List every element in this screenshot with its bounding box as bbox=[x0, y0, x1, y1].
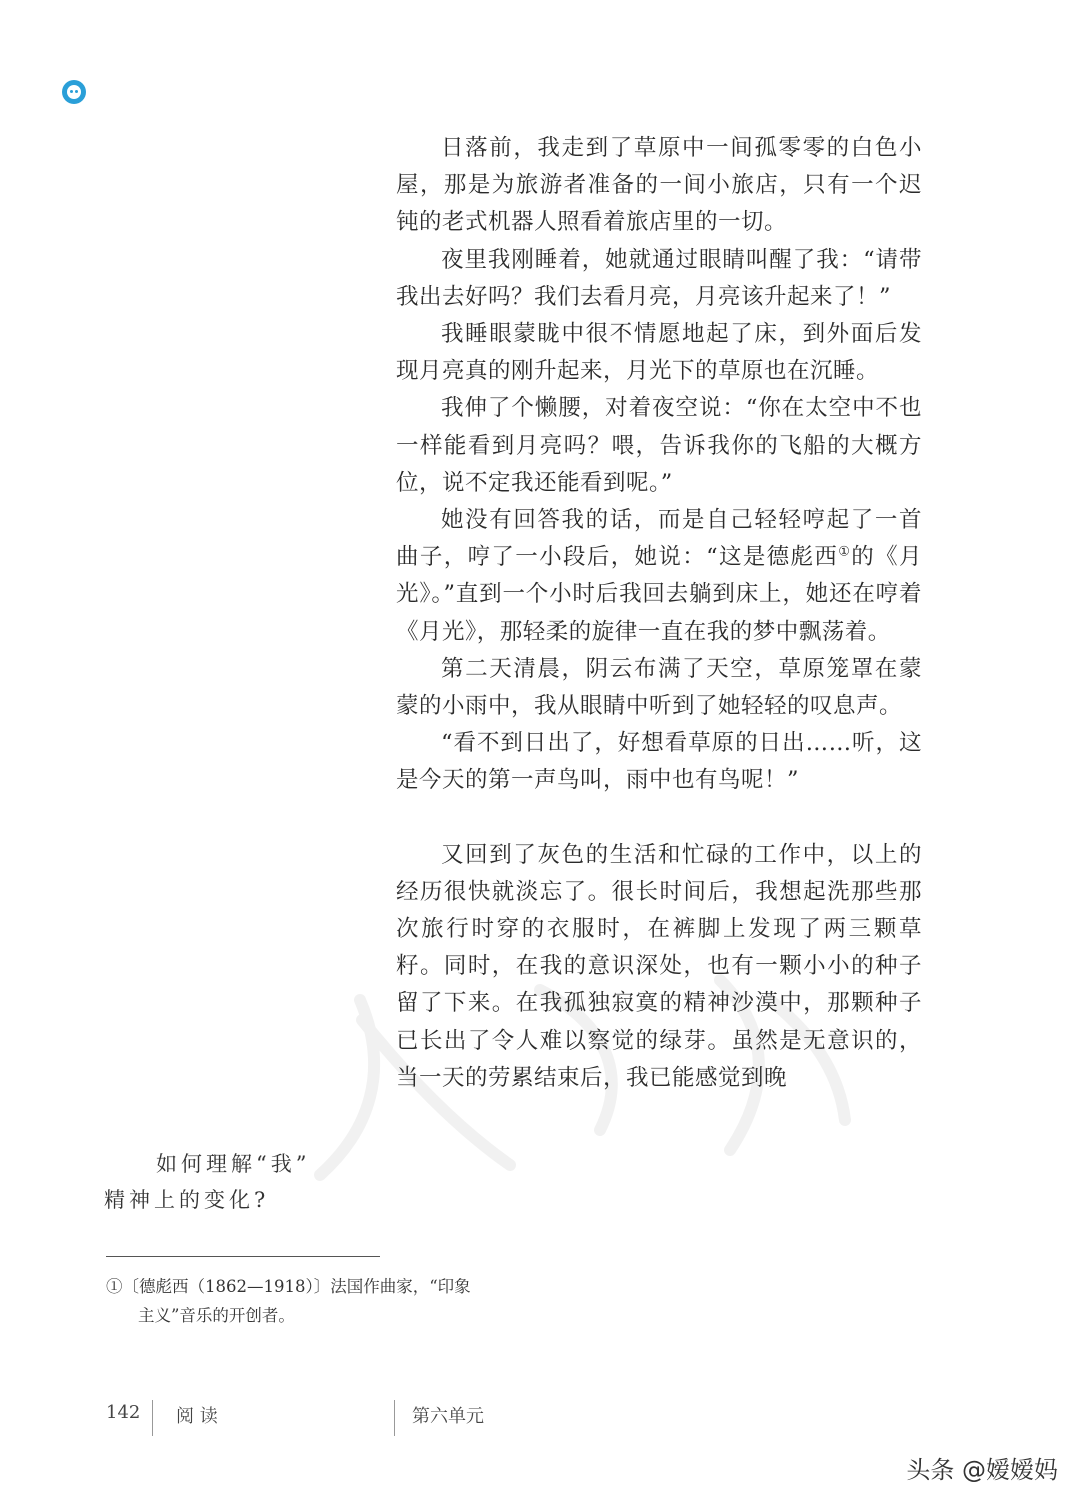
paragraph: “看不到日出了，好想看草原的日出……听，这是今天的第一声鸟叫，雨中也有鸟呢！” bbox=[396, 730, 922, 794]
margin-question-line: 如何理解“我” bbox=[156, 1152, 311, 1176]
paragraph: 夜里我刚睡着，她就通过眼睛叫醒了我：“请带我出去好吗？我们去看月亮，月亮该升起来了！” bbox=[396, 246, 922, 310]
paragraph: 又回到了灰色的生活和忙碌的工作中，以上的经历很快就淡忘了。很长时间后，我想起洗那些那次旅行时穿的衣服时，在裤脚上发现了两三颗草籽。同时，在我的意识深处，也有一颗小小的种子留了下来。在我孤独寂寞的精神沙漠中，那颗种子已长出了令人难以察觉的绿芽。虽然是无意识的，当一天的劳累结束后，我已能感觉到晚 bbox=[396, 841, 922, 1091]
footnote bbox=[106, 1272, 506, 1330]
paragraph: 我睡眼蒙眬中很不情愿地起了床，到外面后发现月亮真的刚升起来，月光下的草原也在沉睡。 bbox=[396, 321, 922, 385]
footnote-line: ①〔德彪西（1862—1918）〕法国作曲家，“印象 bbox=[106, 1277, 471, 1296]
paragraph bbox=[396, 502, 922, 651]
footnote-line: 主义”音乐的开创者。 bbox=[138, 1306, 295, 1325]
section-label: 阅 读 bbox=[176, 1406, 218, 1427]
smiley-icon bbox=[62, 80, 86, 104]
footnote-divider bbox=[106, 1256, 380, 1257]
paragraph: 日落前，我走到了草原中一间孤零零的白色小屋，那是为旅游者准备的一间小旅店，只有一个迟钝的老式机器人照看着旅店里的一切。 bbox=[396, 135, 922, 236]
paragraph-text: 她没有回答我的话，而是自己轻轻哼起了一首曲子，哼了一小段后，她说：“这是德彪西 bbox=[396, 507, 922, 571]
paragraph: 第二天清晨，阴云布满了天空，草原笼罩在蒙蒙的小雨中，我从眼睛中听到了她轻轻的叹息声。 bbox=[396, 655, 922, 720]
page-number: 142 bbox=[106, 1402, 141, 1423]
footer-divider bbox=[394, 1400, 395, 1436]
paragraph-text: 的《月光》。”直到一个小时后我回去躺到床上，她还在哼着《月光》，那轻柔的旋律一直在我的梦中飘荡着。 bbox=[396, 544, 922, 645]
source-attribution: 头条 @嫒嫒妈 bbox=[906, 1456, 1058, 1484]
margin-question bbox=[104, 1146, 344, 1218]
body-text bbox=[396, 130, 922, 1097]
footnote-marker: ① bbox=[838, 544, 852, 560]
unit-label: 第六单元 bbox=[412, 1406, 484, 1427]
margin-question-line: 精神上的变化? bbox=[104, 1188, 270, 1212]
paragraph: 我伸了个懒腰，对着夜空说：“你在太空中不也一样能看到月亮吗？喂，告诉我你的飞船的大概方位，说不定我还能看到呢。” bbox=[396, 395, 922, 496]
footer-divider bbox=[152, 1400, 153, 1436]
